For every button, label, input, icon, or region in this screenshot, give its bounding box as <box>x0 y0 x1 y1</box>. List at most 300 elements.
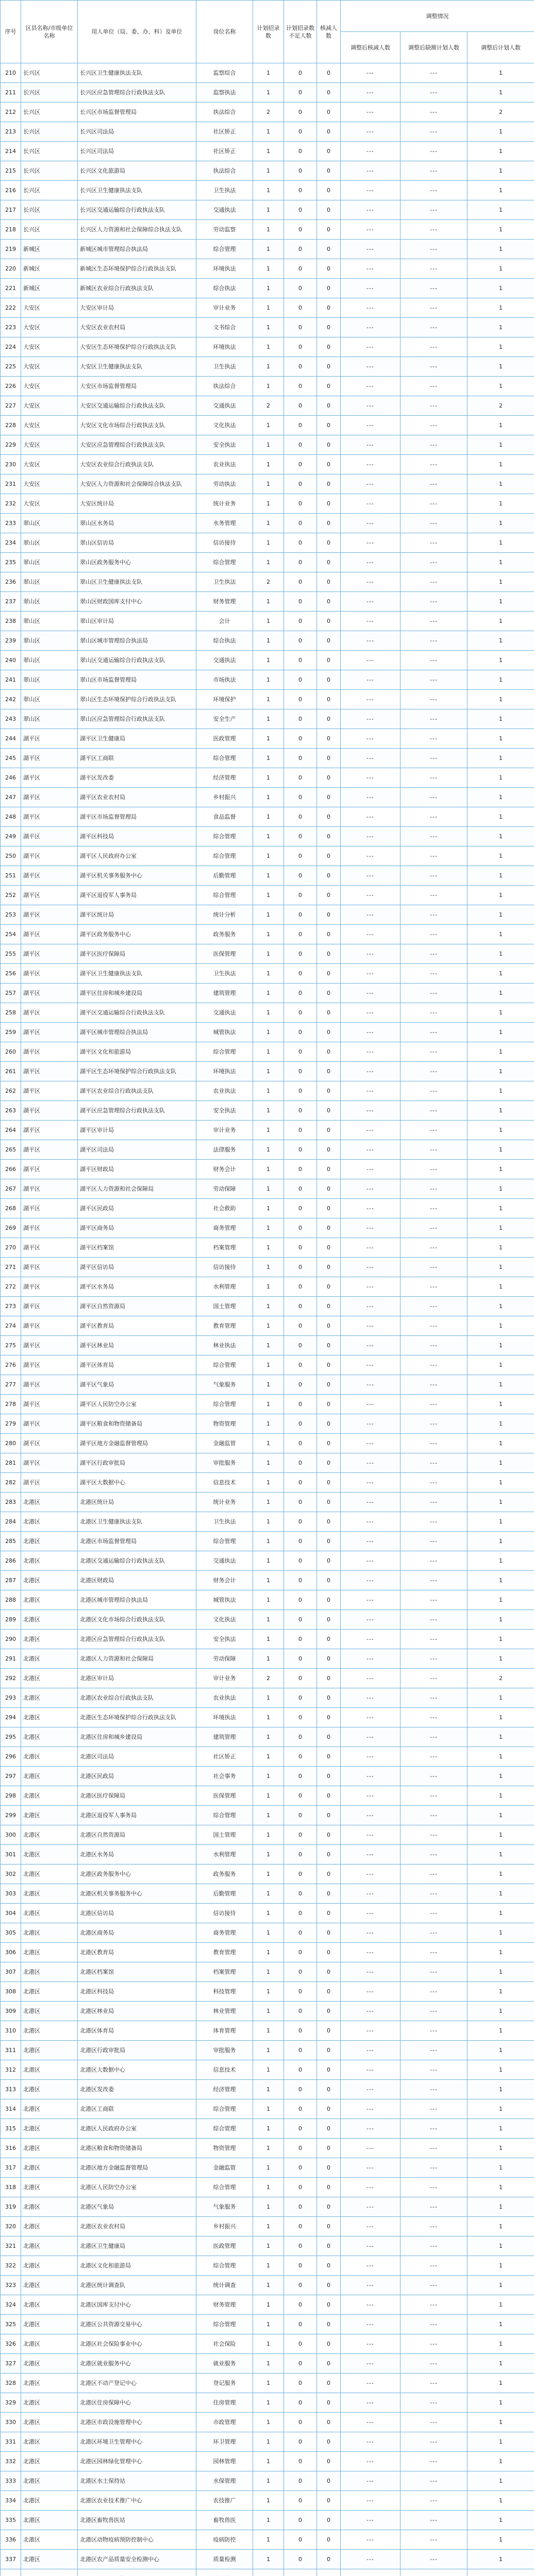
row-adj-cancel: --- <box>341 2334 400 2354</box>
row-plan: 1 <box>253 846 284 866</box>
row-no: 322 <box>1 2256 21 2276</box>
row-unplanned: 0 <box>284 984 317 1003</box>
table-row <box>1 1649 534 1669</box>
table-row <box>1 1336 534 1355</box>
row-adj-final: 1 <box>468 1179 534 1199</box>
row-plan: 1 <box>253 2119 284 2139</box>
row-district: 北港区 <box>21 1865 78 1884</box>
row-plan: 1 <box>253 1375 284 1395</box>
row-adj-final: 1 <box>468 944 534 964</box>
row-position: 农业执法 <box>196 1688 253 1708</box>
row-unit: 湖平区人力资源和社会保障局 <box>78 1179 196 1199</box>
row-plan: 1 <box>253 788 284 807</box>
row-adj-remaining: --- <box>400 2491 468 2511</box>
row-unplanned: 0 <box>284 2060 317 2080</box>
row-adj-remaining: --- <box>400 63 468 83</box>
row-checked: 0 <box>317 1512 341 1532</box>
row-position: 物资管理 <box>196 1414 253 1434</box>
row-position: 监察综合 <box>196 63 253 83</box>
row-position: 园林管理 <box>196 2452 253 2471</box>
row-no: 262 <box>1 1081 21 1101</box>
row-plan: 1 <box>253 2178 284 2197</box>
row-district: 湖平区 <box>21 807 78 827</box>
row-adj-cancel: --- <box>341 200 400 220</box>
row-unplanned: 0 <box>284 533 317 553</box>
row-unplanned: 0 <box>284 259 317 279</box>
row-position: 综合管理 <box>196 1355 253 1375</box>
row-district: 湖平区 <box>21 1414 78 1434</box>
row-adj-remaining: --- <box>400 709 468 729</box>
row-no: 258 <box>1 1003 21 1023</box>
row-checked: 0 <box>317 2060 341 2080</box>
table-row <box>1 670 534 690</box>
row-adj-remaining: --- <box>400 200 468 220</box>
row-checked: 0 <box>317 2041 341 2060</box>
row-adj-final: 1 <box>468 474 534 494</box>
row-adj-cancel: --- <box>341 2099 400 2119</box>
row-no: 294 <box>1 1708 21 1727</box>
row-checked: 0 <box>317 1140 341 1160</box>
row-unit: 北港区生态环境保护综合行政执法支队 <box>78 1708 196 1727</box>
row-district: 大安区 <box>21 377 78 396</box>
row-adj-cancel: --- <box>341 337 400 357</box>
row-adj-remaining: --- <box>400 2021 468 2041</box>
row-position: 市场执法 <box>196 670 253 690</box>
row-district: 湖平区 <box>21 1023 78 1042</box>
row-unit: 湖平区司法局 <box>78 1140 196 1160</box>
row-unplanned: 0 <box>284 788 317 807</box>
table-row <box>1 1375 534 1395</box>
row-district: 长兴区 <box>21 200 78 220</box>
row-checked: 0 <box>317 2295 341 2315</box>
row-plan: 1 <box>253 612 284 631</box>
row-no: 328 <box>1 2374 21 2393</box>
table-row <box>1 2413 534 2432</box>
row-adj-remaining: --- <box>400 984 468 1003</box>
row-plan: 1 <box>253 729 284 749</box>
row-adj-cancel: --- <box>341 2530 400 2550</box>
row-unplanned: 0 <box>284 1551 317 1571</box>
row-adj-final: 1 <box>468 553 534 572</box>
row-no: 308 <box>1 1982 21 2002</box>
row-adj-cancel: --- <box>341 1825 400 1845</box>
row-adj-final: 1 <box>468 1845 534 1865</box>
row-no: 251 <box>1 866 21 886</box>
row-plan: 1 <box>253 1786 284 1806</box>
table-row <box>1 357 534 377</box>
row-adj-remaining: --- <box>400 2413 468 2432</box>
row-adj-final: 1 <box>468 2334 534 2354</box>
row-unit: 北港区档案馆 <box>78 1962 196 1982</box>
row-no: 313 <box>1 2080 21 2099</box>
row-no: 306 <box>1 1943 21 1962</box>
row-plan: 1 <box>253 592 284 612</box>
row-checked: 0 <box>317 2021 341 2041</box>
row-unit: 湖平区水务局 <box>78 1277 196 1297</box>
row-district: 北港区 <box>21 2197 78 2217</box>
row-district: 北港区 <box>21 2060 78 2080</box>
row-adj-final: 1 <box>468 1904 534 1923</box>
row-adj-remaining: --- <box>400 2276 468 2295</box>
row-unit: 北港区政务服务中心 <box>78 1865 196 1884</box>
row-unit: 北港区退役军人事务局 <box>78 1806 196 1825</box>
table-row <box>1 1982 534 2002</box>
row-unplanned: 0 <box>284 1238 317 1258</box>
row-adj-cancel: --- <box>341 1669 400 1688</box>
row-checked: 0 <box>317 2413 341 2432</box>
row-adj-remaining: --- <box>400 396 468 416</box>
row-unplanned: 0 <box>284 2511 317 2530</box>
row-checked: 0 <box>317 1767 341 1786</box>
row-adj-remaining: --- <box>400 1551 468 1571</box>
row-plan: 1 <box>253 1845 284 1865</box>
row-checked: 0 <box>317 1434 341 1453</box>
row-unit: 北港区大数据中心 <box>78 2060 196 2080</box>
row-district: 湖平区 <box>21 905 78 925</box>
row-district: 湖平区 <box>21 1355 78 1375</box>
row-adj-remaining: --- <box>400 435 468 455</box>
table-row <box>1 2550 534 2569</box>
row-unplanned: 0 <box>284 670 317 690</box>
row-district: 翠山区 <box>21 631 78 651</box>
row-adj-cancel: --- <box>341 240 400 259</box>
table-row <box>1 1943 534 1962</box>
row-position: 环境执法 <box>196 1708 253 1727</box>
row-plan: 2 <box>253 103 284 122</box>
row-plan: 1 <box>253 240 284 259</box>
row-no: 325 <box>1 2315 21 2334</box>
row-adj-cancel: --- <box>341 1845 400 1865</box>
row-adj-final: 1 <box>468 2178 534 2197</box>
row-unit: 湖平区教育局 <box>78 1316 196 1336</box>
row-checked: 0 <box>317 670 341 690</box>
row-adj-final: 1 <box>468 964 534 984</box>
row-checked: 0 <box>317 944 341 964</box>
row-checked: 0 <box>317 1865 341 1884</box>
row-unplanned: 0 <box>284 1943 317 1962</box>
row-adj-remaining: --- <box>400 1845 468 1865</box>
row-position: 信访接待 <box>196 1258 253 1277</box>
row-checked: 0 <box>317 2432 341 2452</box>
table-row <box>1 1297 534 1316</box>
row-unplanned: 0 <box>284 1884 317 1904</box>
row-adj-final: 1 <box>468 1747 534 1767</box>
row-no: 215 <box>1 161 21 181</box>
row-adj-cancel: --- <box>341 1218 400 1238</box>
row-adj-final: 1 <box>468 2511 534 2530</box>
row-no: 291 <box>1 1649 21 1669</box>
row-adj-remaining: --- <box>400 2080 468 2099</box>
row-adj-final: 1 <box>468 1532 534 1551</box>
row-plan: 1 <box>253 1884 284 1904</box>
row-unit: 湖平区行政审批局 <box>78 1453 196 1473</box>
row-position: 交通执法 <box>196 396 253 416</box>
row-district: 湖平区 <box>21 1101 78 1121</box>
row-adj-final: 1 <box>468 1630 534 1649</box>
row-position: 交通执法 <box>196 200 253 220</box>
row-adj-final: 1 <box>468 2471 534 2491</box>
row-adj-remaining: --- <box>400 749 468 768</box>
row-plan: 1 <box>253 2511 284 2530</box>
row-unplanned: 0 <box>284 1297 317 1316</box>
row-unplanned: 0 <box>284 846 317 866</box>
row-plan: 1 <box>253 2236 284 2256</box>
row-plan: 1 <box>253 122 284 142</box>
row-unit: 北港区地方金融监督管理局 <box>78 2158 196 2178</box>
row-unit: 北港区不动产登记中心 <box>78 2374 196 2393</box>
row-adj-remaining: --- <box>400 1688 468 1708</box>
row-no: 281 <box>1 1453 21 1473</box>
row-unplanned: 0 <box>284 1806 317 1825</box>
table-row <box>1 2021 534 2041</box>
row-adj-remaining: --- <box>400 1767 468 1786</box>
row-unit: 大安区农业综合行政执法支队 <box>78 455 196 474</box>
row-checked: 0 <box>317 2002 341 2021</box>
row-unplanned: 0 <box>284 1160 317 1179</box>
row-no: 305 <box>1 1923 21 1943</box>
row-unit: 翠山区交通运输综合行政执法支队 <box>78 651 196 670</box>
row-district: 北港区 <box>21 2452 78 2471</box>
row-position: 农业执法 <box>196 1081 253 1101</box>
row-unplanned: 0 <box>284 1023 317 1042</box>
row-adj-cancel: --- <box>341 553 400 572</box>
row-unplanned: 0 <box>284 2158 317 2178</box>
row-position: 市政管理 <box>196 2413 253 2432</box>
row-no: 222 <box>1 298 21 318</box>
row-position: 卫生执法 <box>196 1512 253 1532</box>
row-district: 北港区 <box>21 2139 78 2158</box>
row-adj-remaining: --- <box>400 1101 468 1121</box>
row-position: 劳动监察 <box>196 220 253 240</box>
row-position: 乡村振兴 <box>196 2217 253 2236</box>
row-unplanned: 0 <box>284 2374 317 2393</box>
row-adj-remaining: --- <box>400 1434 468 1453</box>
row-position: 安全生产 <box>196 709 253 729</box>
row-district: 大安区 <box>21 416 78 435</box>
row-district: 湖平区 <box>21 1179 78 1199</box>
row-plan: 2 <box>253 1669 284 1688</box>
row-unit: 北港区气象局 <box>78 2197 196 2217</box>
table-row <box>1 240 534 259</box>
row-plan: 1 <box>253 2413 284 2432</box>
row-district: 湖平区 <box>21 1258 78 1277</box>
row-unplanned: 0 <box>284 905 317 925</box>
row-adj-final: 1 <box>468 1160 534 1179</box>
row-position: 综合执法 <box>196 631 253 651</box>
header-adjust-group: 调整情况 <box>341 1 534 32</box>
row-adj-cancel: --- <box>341 964 400 984</box>
row-district: 大安区 <box>21 396 78 416</box>
row-checked: 0 <box>317 63 341 83</box>
row-unit: 北港区畜牧兽医站 <box>78 2511 196 2530</box>
row-unit: 北港区卫生健康局 <box>78 2236 196 2256</box>
row-unplanned: 0 <box>284 1121 317 1140</box>
row-position: 教育管理 <box>196 1943 253 1962</box>
row-no: 316 <box>1 2139 21 2158</box>
row-unplanned: 0 <box>284 1434 317 1453</box>
row-adj-remaining: --- <box>400 1023 468 1042</box>
row-plan: 1 <box>253 1610 284 1630</box>
row-position: 商务管理 <box>196 1218 253 1238</box>
row-adj-cancel: --- <box>341 1571 400 1590</box>
row-district: 湖平区 <box>21 886 78 905</box>
row-position: 物资管理 <box>196 2139 253 2158</box>
row-position: 综合管理 <box>196 2119 253 2139</box>
row-plan: 1 <box>253 2197 284 2217</box>
row-adj-cancel: --- <box>341 827 400 846</box>
row-adj-remaining: --- <box>400 2471 468 2491</box>
row-position: 财务会计 <box>196 1160 253 1179</box>
row-position: 审批服务 <box>196 1453 253 1473</box>
row-adj-final: 1 <box>468 2295 534 2315</box>
row-checked: 0 <box>317 1532 341 1551</box>
row-no: 270 <box>1 1238 21 1258</box>
row-position: 安全执法 <box>196 435 253 455</box>
row-position: 医保管理 <box>196 944 253 964</box>
row-adj-cancel: --- <box>341 514 400 533</box>
row-district: 北港区 <box>21 2374 78 2393</box>
row-checked: 0 <box>317 1747 341 1767</box>
row-plan: 1 <box>253 1081 284 1101</box>
row-unit: 北港区公共资源交易中心 <box>78 2315 196 2334</box>
header-plan: 计划招录数 <box>253 1 284 63</box>
row-unplanned: 0 <box>284 1669 317 1688</box>
row-position: 水务管理 <box>196 514 253 533</box>
row-plan: 1 <box>253 2158 284 2178</box>
row-checked: 0 <box>317 2354 341 2374</box>
row-adj-cancel: --- <box>341 1199 400 1218</box>
row-no: 337 <box>1 2550 21 2569</box>
row-adj-cancel: --- <box>341 2354 400 2374</box>
row-adj-cancel: --- <box>341 2139 400 2158</box>
row-unplanned: 0 <box>284 200 317 220</box>
row-checked: 0 <box>317 200 341 220</box>
row-plan: 1 <box>253 807 284 827</box>
row-adj-cancel: --- <box>341 1493 400 1512</box>
row-district: 湖平区 <box>21 1277 78 1297</box>
row-position: 住房管理 <box>196 2393 253 2413</box>
row-no: 252 <box>1 886 21 905</box>
row-district: 湖平区 <box>21 768 78 788</box>
row-position: 疫病防控 <box>196 2530 253 2550</box>
row-adj-final: 1 <box>468 240 534 259</box>
row-adj-remaining: --- <box>400 1786 468 1806</box>
row-adj-final: 1 <box>468 337 534 357</box>
row-checked: 0 <box>317 337 341 357</box>
row-no: 259 <box>1 1023 21 1042</box>
row-district: 大安区 <box>21 494 78 514</box>
row-district: 北港区 <box>21 2276 78 2295</box>
row-position: 卫生执法 <box>196 572 253 592</box>
row-adj-final <box>468 2569 534 2576</box>
table-row <box>1 866 534 886</box>
row-unplanned: 0 <box>284 1375 317 1395</box>
row-adj-cancel: --- <box>341 1630 400 1649</box>
row-adj-cancel: --- <box>341 416 400 435</box>
table-row <box>1 631 534 651</box>
row-adj-final: 1 <box>468 807 534 827</box>
row-adj-final: 1 <box>468 83 534 103</box>
row-no: 287 <box>1 1571 21 1590</box>
row-adj-cancel: --- <box>341 1297 400 1316</box>
row-adj-remaining: --- <box>400 1727 468 1747</box>
row-plan: 1 <box>253 279 284 298</box>
row-unplanned: 0 <box>284 1395 317 1414</box>
row-adj-final: 1 <box>468 1316 534 1336</box>
row-unit: 北港区人民防空办公室 <box>78 2178 196 2197</box>
table-row <box>1 2139 534 2158</box>
row-plan: 1 <box>253 905 284 925</box>
table-row <box>1 612 534 631</box>
row-plan: 1 <box>253 749 284 768</box>
row-unplanned: 0 <box>284 1630 317 1649</box>
table-row <box>1 1238 534 1258</box>
row-adj-remaining: --- <box>400 416 468 435</box>
table-row <box>1 2511 534 2530</box>
row-district: 湖平区 <box>21 788 78 807</box>
row-unit: 长兴区卫生健康执法支队 <box>78 181 196 200</box>
row-unplanned: 0 <box>284 1767 317 1786</box>
row-plan: 1 <box>253 690 284 709</box>
row-unplanned: 0 <box>284 2354 317 2374</box>
row-district: 北港区 <box>21 2217 78 2236</box>
row-adj-remaining: --- <box>400 1395 468 1414</box>
row-position: 执法综合 <box>196 161 253 181</box>
row-adj-remaining: --- <box>400 1923 468 1943</box>
header-adj-cancel: 调整后核减人数 <box>341 32 400 63</box>
row-unit: 湖平区城市管理综合执法局 <box>78 1023 196 1042</box>
row-checked: 0 <box>317 2334 341 2354</box>
row-no: 314 <box>1 2099 21 2119</box>
table-row <box>1 2256 534 2276</box>
row-unit: 翠山区信访局 <box>78 533 196 553</box>
row-plan: 1 <box>253 1316 284 1336</box>
row-unit: 湖平区应急管理综合行政执法支队 <box>78 1101 196 1121</box>
row-adj-cancel: --- <box>341 1943 400 1962</box>
row-unit: 大安区审计局 <box>78 298 196 318</box>
row-no: 241 <box>1 670 21 690</box>
table-row <box>1 1688 534 1708</box>
row-position: 林业执法 <box>196 1336 253 1355</box>
table-row <box>1 1003 534 1023</box>
row-plan: 1 <box>253 2315 284 2334</box>
row-adj-final: 2 <box>468 103 534 122</box>
row-no: 255 <box>1 944 21 964</box>
row-unit: 湖平区医疗保障局 <box>78 944 196 964</box>
row-plan: 1 <box>253 1355 284 1375</box>
row-unplanned: 0 <box>284 220 317 240</box>
row-unit: 湖平区政务服务中心 <box>78 925 196 944</box>
row-adj-final: 1 <box>468 1512 534 1532</box>
row-district: 北港区 <box>21 2256 78 2276</box>
row-position: 登记服务 <box>196 2374 253 2393</box>
row-unplanned: 0 <box>284 1493 317 1512</box>
row-unplanned: 0 <box>284 2002 317 2021</box>
row-adj-cancel: --- <box>341 1688 400 1708</box>
row-adj-remaining: --- <box>400 1493 468 1512</box>
row-no: 248 <box>1 807 21 827</box>
row-no: 234 <box>1 533 21 553</box>
row-checked: 0 <box>317 1610 341 1630</box>
row-adj-final: 1 <box>468 749 534 768</box>
row-adj-cancel: --- <box>341 1336 400 1355</box>
row-no: 318 <box>1 2178 21 2197</box>
row-no: 331 <box>1 2432 21 2452</box>
row-district: 翠山区 <box>21 651 78 670</box>
row-unplanned: 0 <box>284 1865 317 1884</box>
row-plan: 1 <box>253 1473 284 1493</box>
row-plan: 1 <box>253 2217 284 2236</box>
